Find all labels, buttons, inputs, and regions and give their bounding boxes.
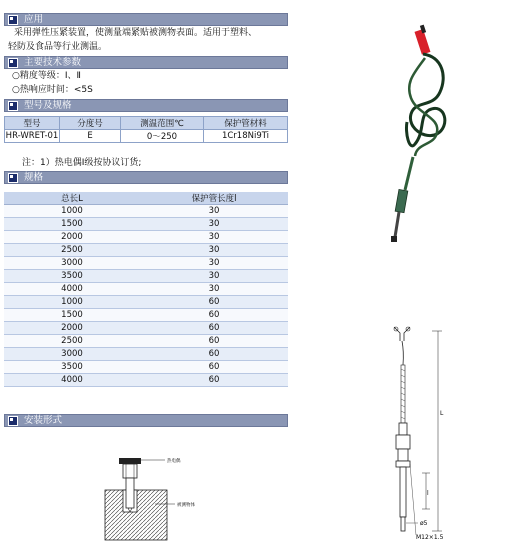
table-cell: 60 bbox=[140, 296, 288, 309]
model-table bbox=[4, 116, 288, 143]
table-cell: 30 bbox=[140, 283, 288, 296]
table-cell: 1Cr18Ni9Ti bbox=[204, 130, 288, 143]
installation-diagram bbox=[95, 450, 255, 545]
product-photo bbox=[385, 22, 485, 247]
table-row bbox=[4, 322, 288, 335]
table-cell: 2500 bbox=[4, 335, 140, 348]
section-title: 应用 bbox=[24, 14, 44, 25]
table-cell: 2000 bbox=[4, 322, 140, 335]
table-row bbox=[4, 335, 288, 348]
connector-body bbox=[396, 435, 410, 449]
section-bullet-icon bbox=[8, 58, 18, 68]
table-row bbox=[4, 270, 288, 283]
table-header-cell: 保护管长度l bbox=[140, 192, 288, 205]
table-cell: 60 bbox=[140, 309, 288, 322]
dimension-l: l bbox=[427, 490, 429, 497]
table-row bbox=[4, 205, 288, 218]
section-bullet-icon bbox=[8, 101, 18, 111]
table-cell: 2500 bbox=[4, 244, 140, 257]
table-row bbox=[4, 257, 288, 270]
probe-head bbox=[119, 458, 141, 464]
table-header-cell: 测温范围℃ bbox=[121, 117, 204, 130]
tech-item-accuracy: ○精度等级：Ⅰ、Ⅱ bbox=[12, 71, 81, 81]
sheath bbox=[400, 467, 406, 517]
table-cell: 30 bbox=[140, 257, 288, 270]
table-header-cell: 分度号 bbox=[60, 117, 121, 130]
table-row bbox=[4, 283, 288, 296]
table-row bbox=[4, 361, 288, 374]
dimension-L: L bbox=[440, 410, 444, 417]
application-text-line1: 采用弹性压紧装置，使测量端紧贴被测物表面。适用于塑料、 bbox=[14, 28, 258, 38]
table-row bbox=[4, 218, 288, 231]
table-cell: 4000 bbox=[4, 374, 140, 387]
table-cell: HR-WRET-01 bbox=[5, 131, 59, 141]
table-cell: 60 bbox=[140, 348, 288, 361]
table-cell: 60 bbox=[140, 374, 288, 387]
section-title: 主要技术参数 bbox=[24, 57, 82, 68]
label-measured-object: 被测物体 bbox=[177, 503, 195, 508]
table-header-cell: 保护管材料 bbox=[204, 117, 288, 130]
table-row bbox=[4, 296, 288, 309]
table-cell: 30 bbox=[140, 205, 288, 218]
note-text: 注：1）热电偶Ⅰ级按协议订货; bbox=[22, 158, 142, 168]
section-title: 安装形式 bbox=[24, 415, 63, 426]
section-header-application bbox=[4, 13, 288, 26]
table-header-row bbox=[5, 117, 288, 130]
technical-drawing bbox=[380, 325, 480, 547]
table-cell: 4000 bbox=[4, 283, 140, 296]
section-bullet-icon bbox=[8, 15, 18, 25]
application-text-line2: 轻防及食品等行业测温。 bbox=[8, 42, 108, 52]
table-cell: 0～250 bbox=[121, 130, 204, 143]
table-row bbox=[4, 309, 288, 322]
table-row bbox=[4, 244, 288, 257]
table-cell: 60 bbox=[140, 322, 288, 335]
spec-table bbox=[4, 192, 288, 387]
table-cell: 30 bbox=[140, 244, 288, 257]
table-cell: 1000 bbox=[4, 205, 140, 218]
section-title: 型号及规格 bbox=[24, 100, 72, 111]
table-cell: 1000 bbox=[4, 296, 140, 309]
table-cell: 30 bbox=[140, 231, 288, 244]
label-thread: M12×1.5 bbox=[416, 534, 444, 541]
table-cell: 60 bbox=[140, 335, 288, 348]
table-cell: 30 bbox=[140, 218, 288, 231]
label-thermocouple: 热电偶 bbox=[167, 459, 181, 464]
section-bullet-icon bbox=[8, 416, 18, 426]
section-bullet-icon bbox=[8, 173, 18, 183]
section-title: 规格 bbox=[24, 172, 44, 183]
table-row bbox=[5, 130, 288, 143]
table-cell: 3000 bbox=[4, 348, 140, 361]
table-cell: 1500 bbox=[4, 218, 140, 231]
table-cell: 3500 bbox=[4, 270, 140, 283]
section-header-spec bbox=[4, 171, 288, 184]
section-header-model bbox=[4, 99, 288, 112]
table-cell: 2000 bbox=[4, 231, 140, 244]
table-header-cell: 型号 bbox=[5, 117, 60, 130]
table-header-cell: 总长L bbox=[4, 192, 140, 205]
table-header-row bbox=[4, 192, 288, 205]
table-row bbox=[4, 348, 288, 361]
table-cell: 3500 bbox=[4, 361, 140, 374]
table-cell: 30 bbox=[140, 270, 288, 283]
probe-body bbox=[123, 464, 137, 478]
section-header-install bbox=[4, 414, 288, 427]
table-row bbox=[4, 374, 288, 387]
probe-sleeve bbox=[395, 189, 408, 212]
table-cell: E bbox=[60, 130, 121, 143]
section-header-tech bbox=[4, 56, 288, 69]
label-diameter: ø5 bbox=[420, 520, 428, 527]
tech-item-response: ○热响应时间：<5S bbox=[12, 85, 93, 95]
table-cell: 60 bbox=[140, 361, 288, 374]
table-row bbox=[4, 231, 288, 244]
table-cell: 3000 bbox=[4, 257, 140, 270]
table-cell: 1500 bbox=[4, 309, 140, 322]
